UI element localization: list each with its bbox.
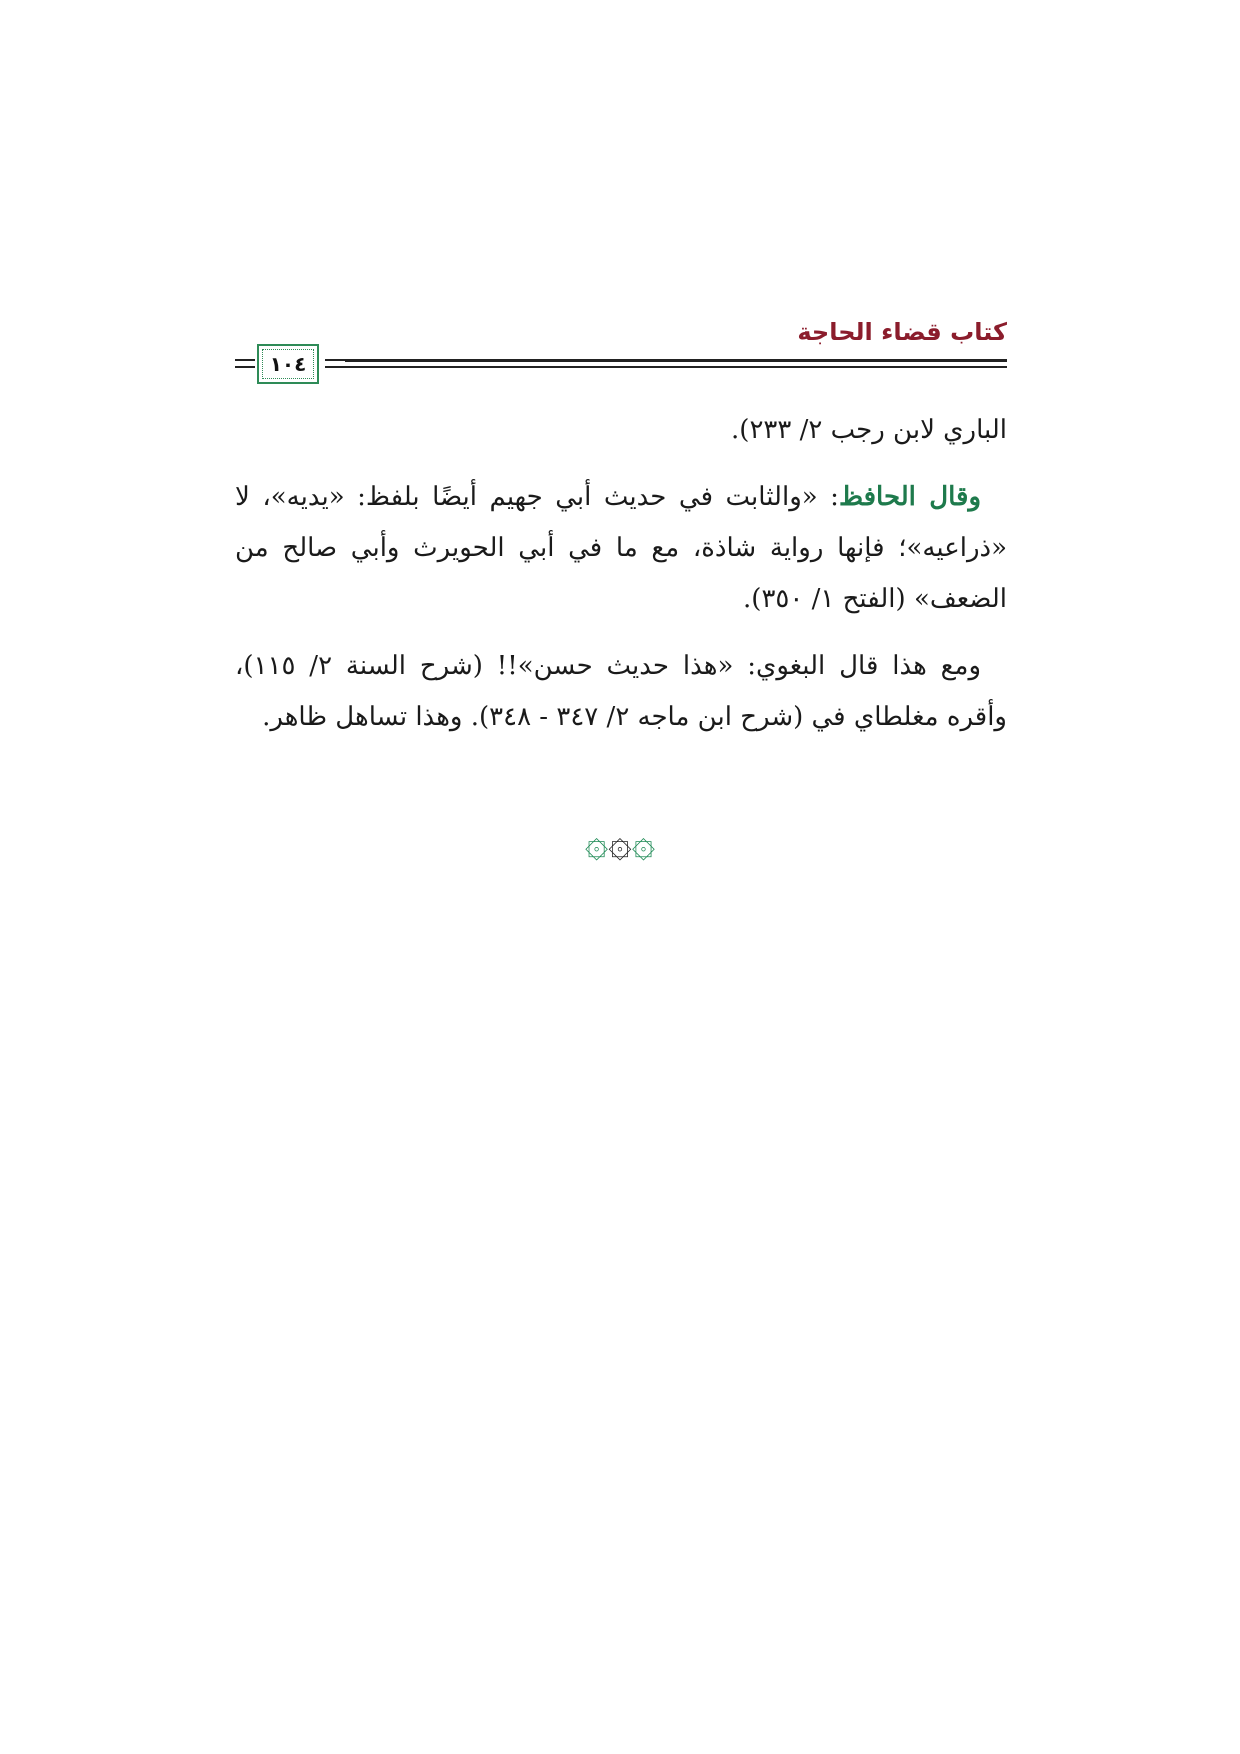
page-number-line xyxy=(235,366,255,368)
page-body xyxy=(235,405,1007,743)
ornament-icon: ۞ xyxy=(584,820,609,866)
section-divider xyxy=(0,820,1240,866)
paragraph: ومع هذا قال البغوي: «هذا حديث حسن»!! (شرح السنة ٢/ ١١٥)، وأقره مغلطاي في (شرح ابن ماجه ٢/ ٣٤٧ - ٣٤٨). وهذا تساهل ظاهر. xyxy=(235,651,1007,732)
page-number-line xyxy=(325,359,345,361)
speaker-lead: وقال الحافظ xyxy=(838,482,981,512)
page-header xyxy=(235,318,1007,388)
header-rule-thin xyxy=(235,366,1007,368)
book-title: كتاب قضاء الحاجة xyxy=(797,318,1007,346)
header-rule-thick xyxy=(235,359,1007,362)
paragraph xyxy=(235,472,1007,625)
ornament-icon: ۞ xyxy=(631,820,656,866)
paragraph: الباري لابن رجب ٢/ ٢٣٣). xyxy=(731,415,1007,445)
ornament-icon: ۞ xyxy=(608,820,632,866)
page-number-line xyxy=(235,359,255,361)
page-number-box xyxy=(235,344,345,386)
page-number: ١٠٤ xyxy=(269,352,307,376)
page-number-line xyxy=(325,366,345,368)
quote-text: : «والثابت في حديث أبي جهيم أيضًا بلفظ: «يديه»، لا «ذراعيه»؛ فإنها رواية شاذة، مع ما في أبي الحويرث وأبي صالح من الضعف» (الفتح ١/ ٣٥٠). xyxy=(235,482,1007,614)
page-number-frame xyxy=(257,344,319,384)
